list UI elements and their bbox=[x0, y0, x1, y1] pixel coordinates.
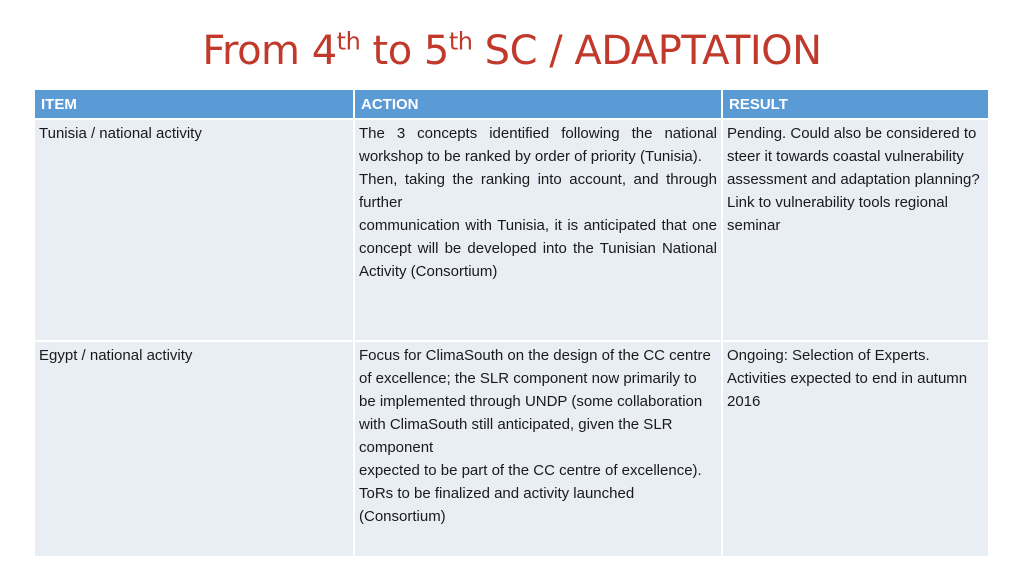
cell-item-tunisia: Tunisia / national activity bbox=[35, 120, 353, 340]
table-row bbox=[35, 120, 988, 340]
action-line: The 3 concepts identified following the national workshop to be ranked by order of priority (Tunisia). bbox=[359, 125, 717, 165]
header-item: ITEM bbox=[35, 90, 353, 118]
title-superscript-1: th bbox=[336, 27, 361, 56]
cell-item-egypt: Egypt / national activity bbox=[35, 342, 353, 556]
header-action: ACTION bbox=[355, 90, 721, 118]
table-row bbox=[35, 342, 988, 556]
title-superscript-2: th bbox=[448, 27, 473, 56]
cell-result-egypt: Ongoing: Selection of Experts. Activities expected to end in autumn 2016 bbox=[723, 342, 988, 556]
cell-action-egypt bbox=[355, 342, 721, 556]
cell-action-tunisia bbox=[355, 120, 721, 340]
action-line: expected to be part of the CC centre of excellence). ToRs to be finalized and activity launched (Consortium) bbox=[359, 462, 702, 525]
slide-title bbox=[0, 28, 1024, 74]
action-line: Focus for ClimaSouth on the design of the CC centre of excellence; the SLR component now primarily to be implemented through UNDP (some collaboration with ClimaSouth still anticipated, given the SLR component bbox=[359, 347, 711, 456]
action-line: Then, taking the ranking into account, and through further bbox=[359, 171, 717, 211]
header-result: RESULT bbox=[723, 90, 988, 118]
table-header-row bbox=[35, 90, 988, 118]
adaptation-table bbox=[33, 88, 990, 558]
action-line: communication with Tunisia, it is anticipated that one concept will be developed into the Tunisian National Activity (Consortium) bbox=[359, 217, 717, 280]
title-part-2: to 5 bbox=[360, 28, 449, 74]
title-part-3: SC / ADAPTATION bbox=[472, 28, 822, 74]
cell-result-tunisia: Pending. Could also be considered to steer it towards coastal vulnerability assessment and adaptation planning? Link to vulnerability tools regional seminar bbox=[723, 120, 988, 340]
title-part-1: From 4 bbox=[202, 28, 337, 74]
